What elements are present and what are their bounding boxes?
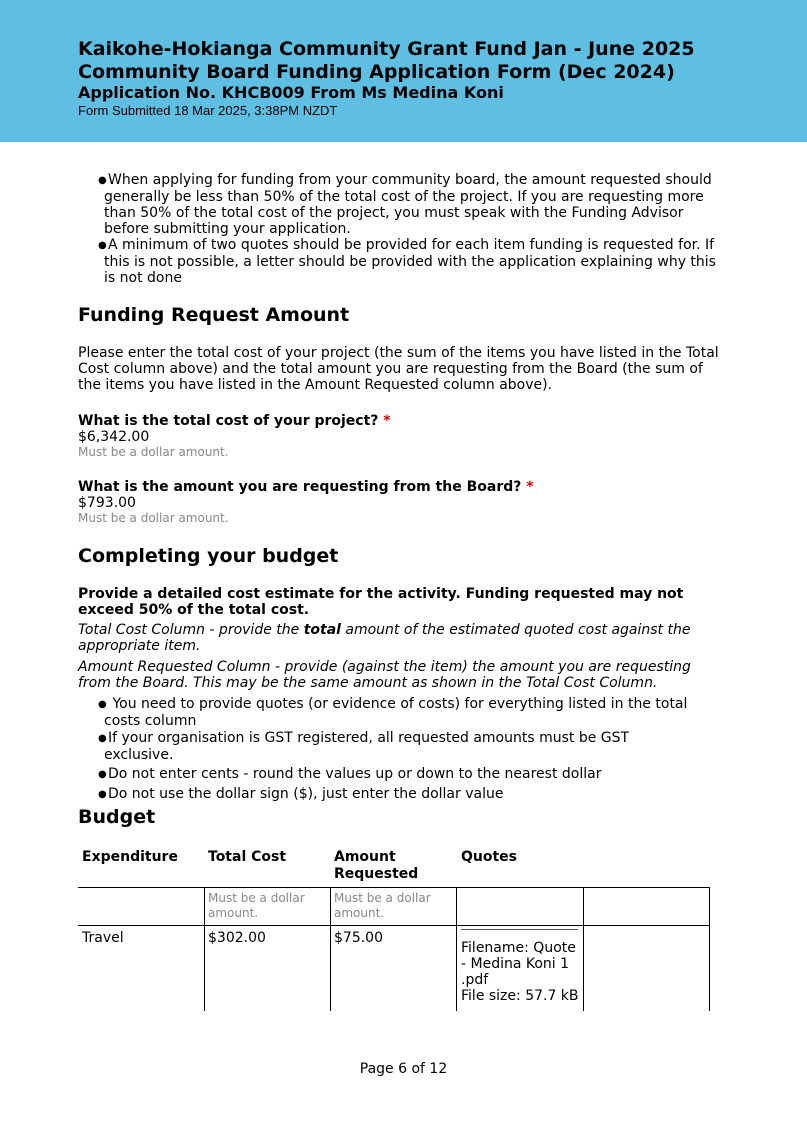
form-title-line2: Community Board Funding Application Form (Dec 2024)	[78, 61, 675, 83]
budget-bold-note: Provide a detailed cost estimate for the activity. Funding requested may not exceed 50% of the total cost.	[78, 586, 684, 618]
amount-requested-question: What is the amount you are requesting from the Board? *	[78, 479, 534, 495]
funding-request-heading: Funding Request Amount	[78, 304, 350, 326]
bullet-icon: ●	[98, 699, 107, 710]
required-marker: *	[383, 413, 391, 429]
budget-rules-list	[98, 696, 698, 803]
bullet-icon: ●	[98, 240, 107, 251]
total-cost-hint: Must be a dollar amount.	[78, 445, 229, 459]
column-header-total-cost: Total Cost	[208, 849, 287, 865]
budget-heading: Budget	[78, 806, 156, 828]
table-divider	[78, 925, 710, 926]
table-column-line	[456, 887, 457, 1011]
total-cost-question: What is the total cost of your project? *	[78, 413, 391, 429]
amount-requested-value: $793.00	[78, 495, 136, 511]
column-header-amount-requested: Amount Requested	[334, 849, 419, 882]
required-marker: *	[526, 479, 534, 495]
list-item: ● You need to provide quotes (or evidence of costs) for everything listed in the total costs column	[98, 696, 688, 729]
table-column-line	[330, 887, 331, 1011]
table-divider	[78, 887, 710, 888]
intro-bullet-list	[98, 172, 718, 286]
quote-filename: Filename: Quote - Medina Koni 1 .pdf	[461, 940, 576, 988]
form-title-line1: Kaikohe-Hokianga Community Grant Fund Jan - June 2025	[78, 38, 695, 60]
list-item: ●If your organisation is GST registered, all requested amounts must be GST exclusive.	[98, 730, 630, 763]
quote-separator	[461, 929, 578, 930]
funding-description: Please enter the total cost of your project (the sum of the items you have listed in the Total Cost column above) and the total amount you are requesting from the Board (the sum of the items you have listed in the Amount Requested column above).	[78, 345, 719, 393]
list-item: ●When applying for funding from your community board, the amount requested should generally be less than 50% of the total cost of the project. If you are requesting more than 50% of the total cost of the project, you must speak with the Funding Advisor before submitting your application.	[98, 172, 712, 237]
table-column-line	[204, 887, 205, 1011]
amount-requested-hint-cell: Must be a dollar amount.	[334, 891, 431, 920]
list-item: ●A minimum of two quotes should be provided for each item funding is requested for. If this is not possible, a letter should be provided with the application explaining why this is not done	[98, 237, 716, 286]
amount-requested-hint: Must be a dollar amount.	[78, 511, 229, 525]
row-amount-requested: $75.00	[334, 930, 383, 946]
bullet-icon: ●	[98, 769, 107, 780]
submitted-timestamp: Form Submitted 18 Mar 2025, 3:38PM NZDT	[78, 103, 338, 118]
page-number: Page 6 of 12	[359, 1061, 448, 1077]
row-expenditure: Travel	[82, 930, 124, 946]
table-column-line	[583, 887, 584, 1011]
bullet-icon: ●	[98, 789, 107, 800]
bullet-icon: ●	[98, 733, 107, 744]
list-item: ●Do not enter cents - round the values up or down to the nearest dollar	[98, 766, 602, 782]
total-cost-hint-cell: Must be a dollar amount.	[208, 891, 305, 920]
quote-filesize: File size: 57.7 kB	[461, 988, 579, 1004]
list-item: ●Do not use the dollar sign ($), just enter the dollar value	[98, 786, 504, 802]
column-header-expenditure: Expenditure	[82, 849, 178, 865]
total-cost-column-note: Total Cost Column - provide the total amount of the estimated quoted cost against the appropriate item.	[78, 622, 691, 654]
application-number: Application No. KHCB009 From Ms Medina Koni	[78, 83, 504, 102]
completing-budget-heading: Completing your budget	[78, 545, 339, 567]
column-header-quotes: Quotes	[461, 849, 518, 865]
amount-requested-column-note: Amount Requested Column - provide (against the item) the amount you are requesting from the Board. This may be the same amount as shown in the Total Cost Column.	[78, 659, 691, 691]
bullet-icon: ●	[98, 175, 107, 186]
quote-attachment[interactable]	[461, 940, 581, 1004]
table-column-line	[709, 887, 710, 1011]
total-cost-value: $6,342.00	[78, 429, 150, 445]
row-total-cost: $302.00	[208, 930, 266, 946]
